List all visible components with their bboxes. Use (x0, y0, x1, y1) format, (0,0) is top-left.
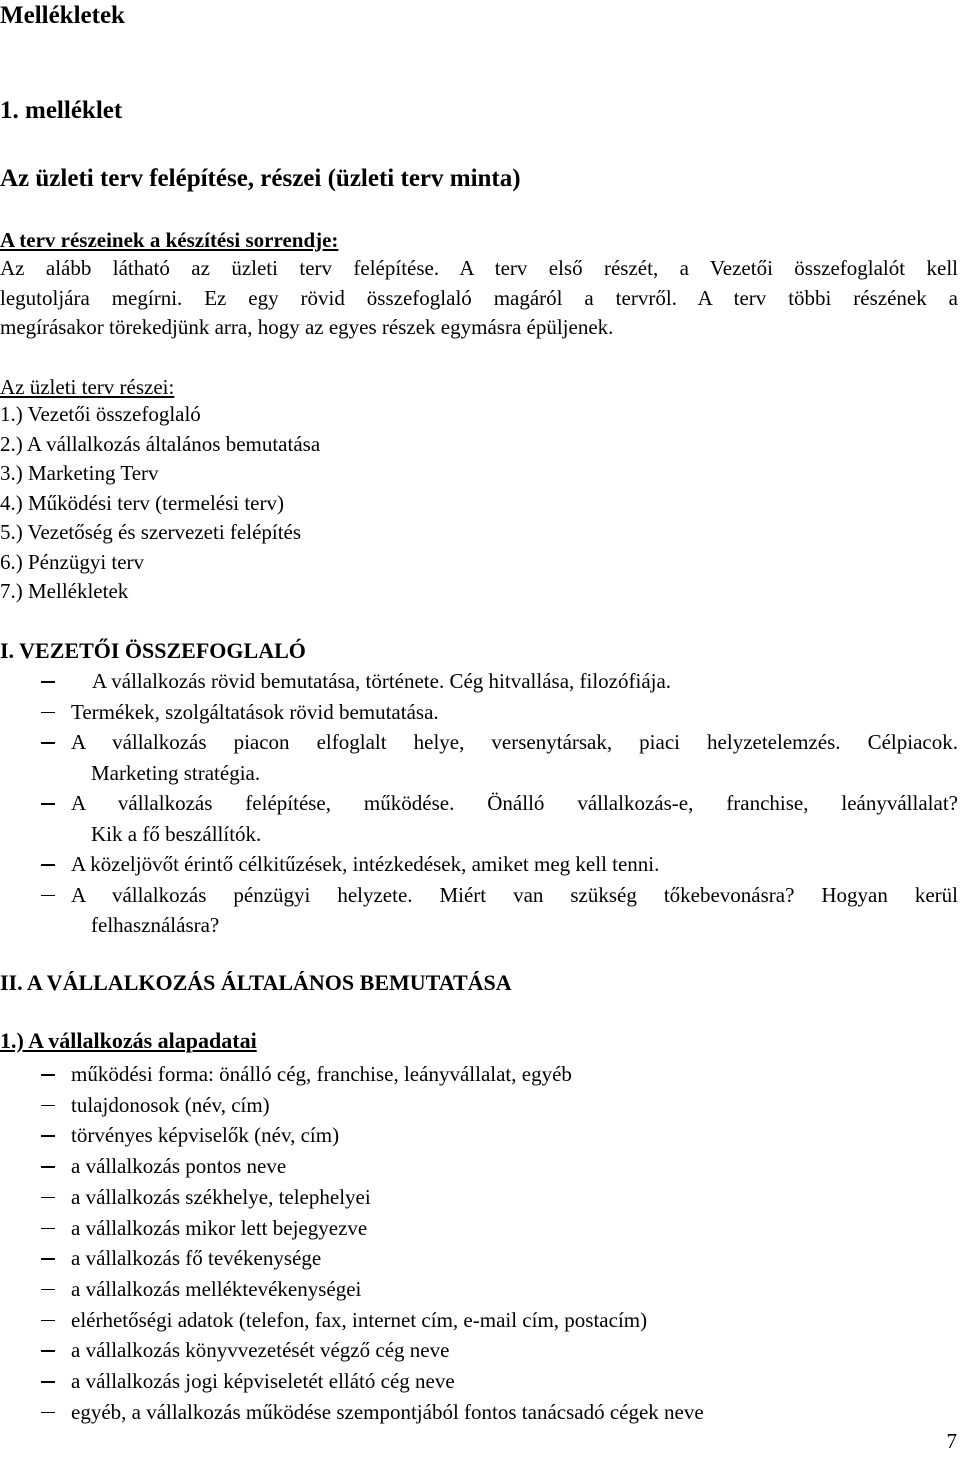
list-item: egyéb, a vállalkozás működése szempontjából fontos tanácsadó cégek neve (71, 1399, 704, 1424)
section2-title: II. A VÁLLALKOZÁS ÁLTALÁNOS BEMUTATÁSA (0, 970, 512, 995)
list-item: törvényes képviselők (név, cím) (71, 1123, 340, 1148)
intro-paragraph (0, 254, 958, 343)
list-item: A vállalkozás felépítése, működése. Önálló vállalkozás-e, franchise, leányvállalat? Kik a fő beszállítók. (71, 791, 958, 846)
list-item: A vállalkozás pénzügyi helyzete. Miért van szükség tőkebevonásra? Hogyan kerül felhasználásra? (71, 882, 958, 937)
list-item: a vállalkozás székhelye, telephelyei (71, 1184, 371, 1209)
parts-list (0, 400, 320, 607)
list-item: 4.) Működési terv (termelési terv) (0, 490, 284, 515)
list-item: A vállalkozás rövid bemutatása, története. Cég hitvallása, filozófiája. (92, 669, 672, 693)
section2-subheading: 1.) A vállalkozás alapadatai (0, 1028, 257, 1053)
list-item: 1.) Vezetői összefoglaló (0, 402, 201, 426)
list-item: 2.) A vállalkozás általános bemutatása (0, 431, 321, 456)
list-item: elérhetőségi adatok (telefon, fax, internet cím, e-mail cím, postacím) (71, 1307, 648, 1332)
annex-label: 1. melléklet (0, 97, 123, 124)
document-title: Az üzleti terv felépítése, részei (üzleti terv minta) (0, 165, 521, 192)
list-item: működési forma: önálló cég, franchise, leányvállalat, egyéb (71, 1062, 572, 1086)
intro-line: Az alább látható az üzleti terv felépítése. A terv első részét, a Vezetői összefoglalót kell (0, 256, 958, 280)
list-item: Termékek, szolgáltatások rövid bemutatása. (71, 699, 439, 724)
list-item: a vállalkozás fő tevékenysége (71, 1246, 322, 1271)
list-item: a vállalkozás könyvvezetését végző cég neve (71, 1338, 450, 1363)
parts-heading: Az üzleti terv részei: (0, 375, 175, 399)
list-item: 6.) Pénzügyi terv (0, 549, 145, 574)
list-item: tulajdonosok (név, cím) (71, 1092, 270, 1117)
list-item: a vállalkozás pontos neve (71, 1154, 287, 1179)
list-item: a vállalkozás mikor lett bejegyezve (71, 1215, 368, 1240)
list-item: 3.) Marketing Terv (0, 461, 159, 485)
intro-line: legutoljára megírni. Ez egy rövid összefoglaló magáról a tervről. A terv többi részének a (0, 285, 958, 310)
section2-list (38, 1059, 938, 1427)
section1-list (0, 666, 958, 941)
list-item: A közeljövőt érintő célkitűzések, intézkedések, amiket meg kell tenni. (71, 852, 660, 876)
list-item: A vállalkozás piacon elfoglalt helye, versenytársak, piaci helyzetelemzés. Célpiacok. Marketing stratégia. (71, 730, 958, 785)
section1-title: I. VEZETŐI ÖSSZEFOGLALÓ (0, 638, 306, 663)
list-item: a vállalkozás jogi képviseletét ellátó cég neve (71, 1369, 455, 1394)
order-heading: A terv részeinek a készítési sorrendje: (0, 228, 339, 252)
list-item: a vállalkozás melléktevékenységei (71, 1276, 362, 1301)
page-number: 7 (946, 1429, 957, 1453)
intro-line: megírásakor törekedjünk arra, hogy az egyes részek egymásra épüljenek. (0, 315, 614, 339)
page-header: Mellékletek (0, 2, 125, 29)
list-item: 7.) Mellékletek (0, 579, 129, 603)
list-item: 5.) Vezetőség és szervezeti felépítés (0, 520, 302, 544)
